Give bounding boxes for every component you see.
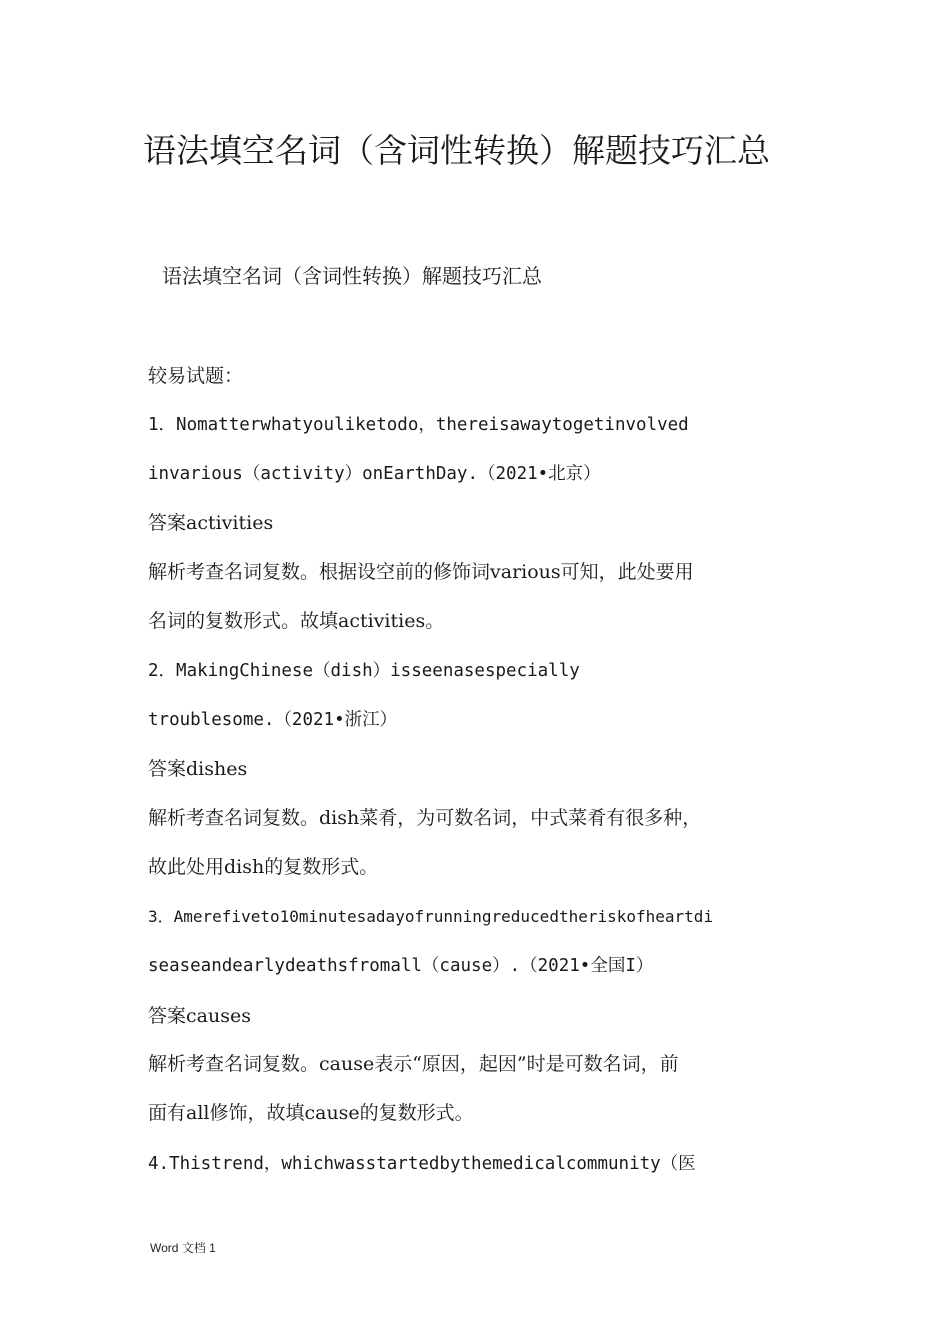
document-subtitle: 语法填空名词（含词性转换）解题技巧汇总 [162,264,542,288]
question-3-line-2: seaseandearlydeathsfromall（cause）.（2021•全国I） [148,956,654,976]
question-4-line-1: 4.Thistrend，whichwasstartedbythemedicalcommunity（医 [148,1154,696,1174]
question-2-line-1: 2．MakingChinese（dish）isseenasespecially [148,661,580,681]
analysis-2-line-2: 故此处用dish的复数形式。 [148,856,379,878]
analysis-3-line-1: 解析考查名词复数。cause表示“原因，起因”时是可数名词，前 [148,1053,679,1075]
question-3-line-1: 3．Amerefiveto10minutesadayofrunningreducedtheriskofheartdi [148,907,714,926]
analysis-1-line-1: 解析考查名词复数。根据设空前的修饰词various可知，此处要用 [148,561,694,583]
answer-2: 答案dishes [148,758,248,780]
answer-3: 答案causes [148,1005,251,1027]
page-footer: Word 文档 1 [150,1241,216,1255]
question-1-line-2: invarious（activity）onEarthDay.（2021•北京） [148,464,601,484]
question-2-line-2: troublesome.（2021•浙江） [148,710,398,730]
section-label: 较易试题： [148,365,244,387]
document-title: 语法填空名词（含词性转换）解题技巧汇总 [143,131,770,170]
analysis-3-line-2: 面有all修饰，故填cause的复数形式。 [148,1102,474,1124]
question-1-line-1: 1．Nomatterwhatyouliketodo，thereisawaytogetinvolved [148,415,689,435]
answer-1: 答案activities [148,512,274,534]
analysis-2-line-1: 解析考查名词复数。dish菜肴，为可数名词，中式菜肴有很多种， [148,807,702,829]
analysis-1-line-2: 名词的复数形式。故填activities。 [148,610,445,632]
